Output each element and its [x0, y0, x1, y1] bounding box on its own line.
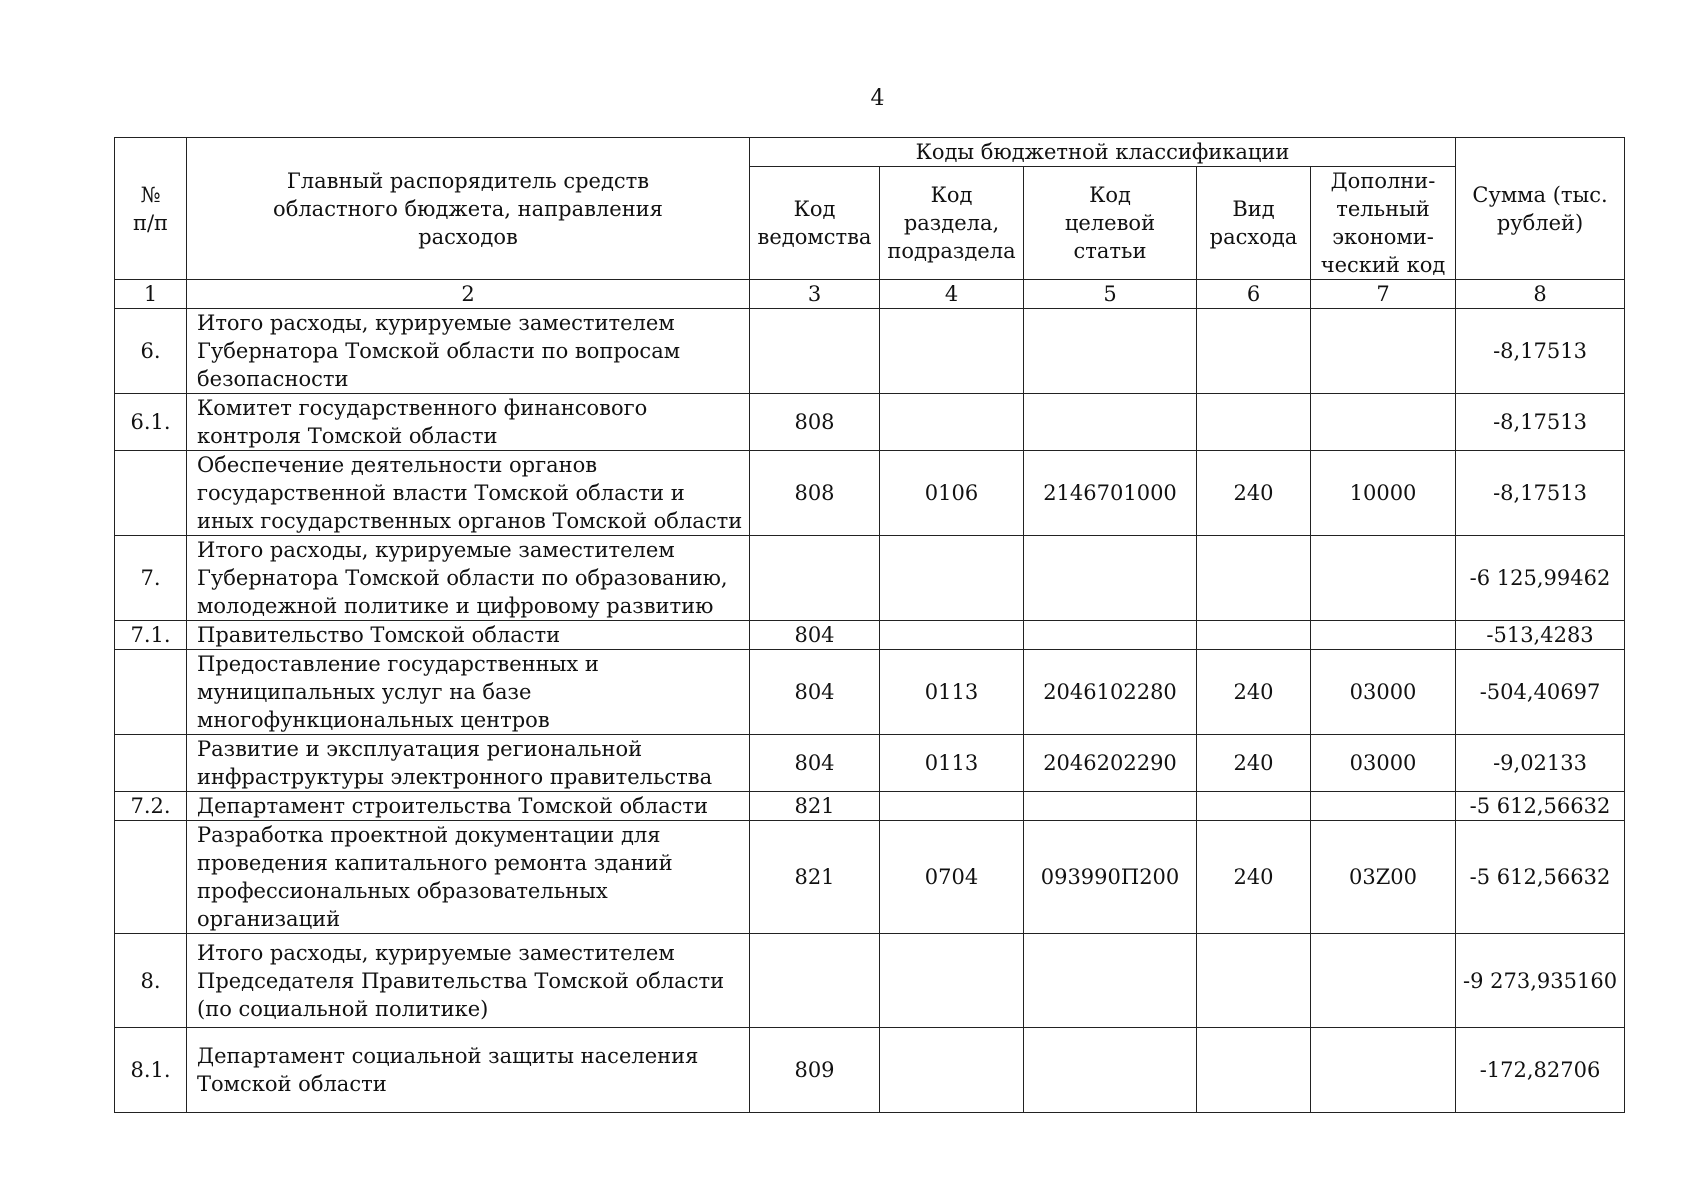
table-row	[115, 451, 1625, 536]
table-row	[115, 536, 1625, 621]
cell-num: 7.2.	[115, 792, 187, 821]
cell-razdel	[880, 1028, 1024, 1113]
cell-num: 6.1.	[115, 394, 187, 451]
cell-name: Предоставление государственных и муниципальных услуг на базе многофункциональных центров	[187, 650, 750, 735]
header-vid: Вид расхода	[1197, 167, 1311, 280]
cell-num: 8.1.	[115, 1028, 187, 1113]
cell-num: 7.1.	[115, 621, 187, 650]
cell-dop	[1311, 394, 1456, 451]
cell-ved: 821	[750, 792, 880, 821]
cell-name: Итого расходы, курируемые заместителем Председателя Правительства Томской области (по социальной политике)	[187, 934, 750, 1028]
cell-summa: -8,17513	[1456, 309, 1625, 394]
cell-num	[115, 735, 187, 792]
cell-vid	[1197, 621, 1311, 650]
cell-vid: 240	[1197, 451, 1311, 536]
column-number: 8	[1456, 280, 1625, 309]
header-num: № п/п	[115, 138, 187, 280]
cell-vid	[1197, 536, 1311, 621]
header-name: Главный распорядитель средств областного бюджета, направления расходов	[187, 138, 750, 280]
cell-dop: 03Z00	[1311, 821, 1456, 934]
cell-celevaya	[1024, 1028, 1197, 1113]
column-number: 7	[1311, 280, 1456, 309]
header-codes-group: Коды бюджетной классификации	[750, 138, 1456, 167]
cell-dop	[1311, 792, 1456, 821]
cell-summa: -5 612,56632	[1456, 821, 1625, 934]
cell-vid	[1197, 934, 1311, 1028]
cell-vid	[1197, 394, 1311, 451]
cell-vid	[1197, 1028, 1311, 1113]
cell-summa: -6 125,99462	[1456, 536, 1625, 621]
cell-vid	[1197, 792, 1311, 821]
cell-dop	[1311, 1028, 1456, 1113]
column-number: 1	[115, 280, 187, 309]
cell-num: 7.	[115, 536, 187, 621]
column-number: 3	[750, 280, 880, 309]
table-row	[115, 394, 1625, 451]
header-dop: Дополни-тельный экономи-ческий код	[1311, 167, 1456, 280]
header-razdel: Код раздела, подраздела	[880, 167, 1024, 280]
cell-dop	[1311, 934, 1456, 1028]
cell-ved: 804	[750, 735, 880, 792]
cell-dop: 03000	[1311, 650, 1456, 735]
cell-summa: -9 273,935160	[1456, 934, 1625, 1028]
header-ved: Код ведомства	[750, 167, 880, 280]
cell-name: Обеспечение деятельности органов государственной власти Томской области и иных государственных органов Томской области	[187, 451, 750, 536]
column-number: 6	[1197, 280, 1311, 309]
table-row	[115, 735, 1625, 792]
cell-dop: 03000	[1311, 735, 1456, 792]
cell-celevaya	[1024, 536, 1197, 621]
cell-name: Итого расходы, курируемые заместителем Губернатора Томской области по вопросам безопасности	[187, 309, 750, 394]
cell-celevaya: 2046202290	[1024, 735, 1197, 792]
table-row	[115, 792, 1625, 821]
cell-dop: 10000	[1311, 451, 1456, 536]
cell-summa: -172,82706	[1456, 1028, 1625, 1113]
table-body	[115, 309, 1625, 1113]
cell-celevaya	[1024, 934, 1197, 1028]
cell-ved	[750, 536, 880, 621]
cell-ved	[750, 934, 880, 1028]
header-summa: Сумма (тыс. рублей)	[1456, 138, 1625, 280]
cell-razdel	[880, 536, 1024, 621]
table-row	[115, 621, 1625, 650]
table-row	[115, 934, 1625, 1028]
cell-ved	[750, 309, 880, 394]
cell-celevaya	[1024, 394, 1197, 451]
cell-num	[115, 650, 187, 735]
cell-razdel	[880, 934, 1024, 1028]
cell-num: 8.	[115, 934, 187, 1028]
cell-razdel	[880, 621, 1024, 650]
header-celevaya: Код целевой статьи	[1024, 167, 1197, 280]
cell-razdel: 0106	[880, 451, 1024, 536]
cell-ved: 804	[750, 621, 880, 650]
page-number: 4	[870, 86, 885, 111]
cell-num	[115, 821, 187, 934]
cell-vid	[1197, 309, 1311, 394]
column-number: 2	[187, 280, 750, 309]
budget-table	[114, 137, 1625, 1113]
cell-ved: 821	[750, 821, 880, 934]
table-row	[115, 821, 1625, 934]
cell-dop	[1311, 536, 1456, 621]
cell-celevaya: 093990П200	[1024, 821, 1197, 934]
cell-name: Развитие и эксплуатация региональной инфраструктуры электронного правительства	[187, 735, 750, 792]
cell-razdel	[880, 792, 1024, 821]
cell-razdel: 0704	[880, 821, 1024, 934]
cell-ved: 808	[750, 394, 880, 451]
cell-name: Департамент строительства Томской области	[187, 792, 750, 821]
cell-ved: 808	[750, 451, 880, 536]
cell-dop	[1311, 309, 1456, 394]
cell-celevaya: 2146701000	[1024, 451, 1197, 536]
column-number: 4	[880, 280, 1024, 309]
cell-celevaya	[1024, 621, 1197, 650]
cell-razdel	[880, 309, 1024, 394]
cell-razdel	[880, 394, 1024, 451]
table-row	[115, 309, 1625, 394]
cell-summa: -513,4283	[1456, 621, 1625, 650]
column-number: 5	[1024, 280, 1197, 309]
cell-celevaya	[1024, 309, 1197, 394]
cell-name: Разработка проектной документации для проведения капитального ремонта зданий профессиональных образовательных организаций	[187, 821, 750, 934]
cell-ved: 809	[750, 1028, 880, 1113]
cell-celevaya: 2046102280	[1024, 650, 1197, 735]
cell-summa: -504,40697	[1456, 650, 1625, 735]
cell-num: 6.	[115, 309, 187, 394]
table-row	[115, 650, 1625, 735]
cell-vid: 240	[1197, 821, 1311, 934]
cell-razdel: 0113	[880, 735, 1024, 792]
cell-celevaya	[1024, 792, 1197, 821]
cell-summa: -9,02133	[1456, 735, 1625, 792]
cell-num	[115, 451, 187, 536]
cell-name: Итого расходы, курируемые заместителем Губернатора Томской области по образованию, молодежной политике и цифровому развитию	[187, 536, 750, 621]
cell-summa: -8,17513	[1456, 451, 1625, 536]
cell-dop	[1311, 621, 1456, 650]
cell-summa: -5 612,56632	[1456, 792, 1625, 821]
cell-ved: 804	[750, 650, 880, 735]
column-number-row	[115, 280, 1625, 309]
cell-name: Департамент социальной защиты населения Томской области	[187, 1028, 750, 1113]
cell-vid: 240	[1197, 650, 1311, 735]
cell-razdel: 0113	[880, 650, 1024, 735]
table-header	[115, 138, 1625, 309]
cell-vid: 240	[1197, 735, 1311, 792]
table-row	[115, 1028, 1625, 1113]
cell-summa: -8,17513	[1456, 394, 1625, 451]
cell-name: Правительство Томской области	[187, 621, 750, 650]
cell-name: Комитет государственного финансового контроля Томской области	[187, 394, 750, 451]
